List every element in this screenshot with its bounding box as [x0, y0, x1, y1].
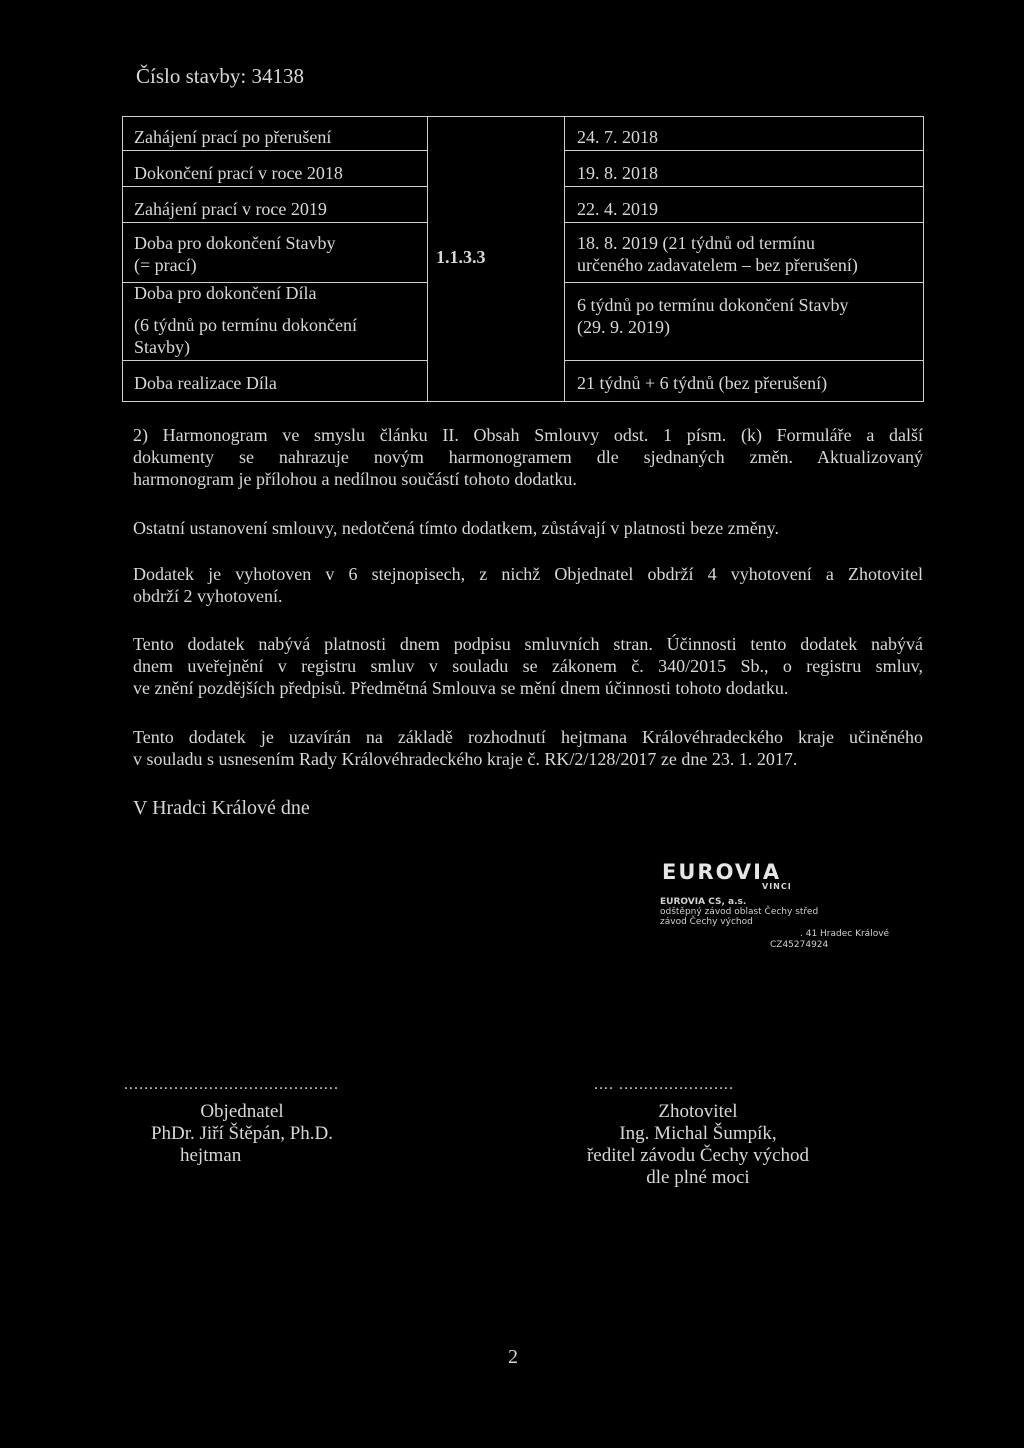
paragraph-line: harmonogram je přílohou a nedílnou součástí tohoto dodatku. — [133, 469, 577, 489]
table-rule — [564, 282, 924, 283]
table-rule — [564, 360, 924, 361]
table-cell-value: 21 týdnů + 6 týdnů (bez přerušení) — [577, 373, 828, 393]
table-rule — [122, 222, 427, 223]
paragraph-line: Tento dodatek nabývá platnosti dnem podpisu smluvních stran. Účinnosti tento dodatek nabývá — [133, 634, 923, 654]
signer-title: ředitel závodu Čechy východ — [586, 1145, 810, 1166]
signer-title: hejtman — [180, 1145, 242, 1166]
table-cell-label: Doba pro dokončení Stavby — [134, 233, 336, 253]
table-cell-value: 6 týdnů po termínu dokončení Stavby — [577, 295, 849, 315]
signer-name: Ing. Michal Šumpík, — [619, 1123, 777, 1144]
table-cell-value: (29. 9. 2019) — [577, 317, 670, 337]
article-reference: 1.1.3.3 — [436, 247, 486, 267]
table-cell-value: 19. 8. 2018 — [577, 163, 658, 183]
paragraph-line: dnem uveřejnění v registru smluv v souladu se zákonem č. 340/2015 Sb., o registru smluv, — [133, 656, 923, 676]
table-rule — [564, 186, 924, 187]
paragraph-line: ve znění pozdějších předpisů. Předmětná Smlouva se mění dnem účinnosti tohoto dodatku. — [133, 678, 789, 698]
paragraph-line: v souladu s usnesením Rady Královéhradeckého kraje č. RK/2/128/2017 ze dne 23. 1. 2017. — [133, 749, 798, 769]
table-cell-label: Dokončení prací v roce 2018 — [134, 163, 343, 183]
table-rule — [564, 150, 924, 151]
paragraph-copies — [133, 563, 923, 607]
paragraph-harmonogram — [133, 424, 923, 490]
signer-name: PhDr. Jiří Štěpán, Ph.D. — [150, 1123, 334, 1144]
paragraph-line: Dodatek je vyhotoven v 6 stejnopisech, z nichž Objednatel obdrží 4 vyhotovení a Zhotovitel — [133, 564, 923, 584]
table-cell-value: 24. 7. 2018 — [577, 127, 658, 147]
table-cell-label: (6 týdnů po termínu dokončení — [134, 315, 357, 335]
signature-line: ........................................... — [124, 1076, 339, 1093]
build-number: Číslo stavby: 34138 — [136, 64, 305, 88]
table-cell-label: Stavby) — [134, 337, 190, 357]
stamp-line: odštěpný závod oblast Čechy střed — [660, 907, 819, 917]
signer-authority: dle plné moci — [646, 1167, 750, 1188]
place-date-line: V Hradci Králové dne — [133, 797, 310, 819]
table-cell-label: Zahájení prací po přerušení — [134, 127, 332, 147]
table-rule — [122, 360, 427, 361]
stamp-line: CZ45274924 — [770, 940, 829, 950]
table-cell-label: Doba realizace Díla — [134, 373, 277, 393]
table-cell-label: (= prací) — [134, 255, 197, 275]
table-rule — [564, 222, 924, 223]
table-cell-value: 22. 4. 2019 — [577, 199, 658, 219]
signer-role: Zhotovitel — [658, 1101, 738, 1122]
eurovia-logo: EUROVIA — [662, 860, 782, 884]
paragraph-line: obdrží 2 vyhotovení. — [133, 586, 283, 606]
table-cell-value: 18. 8. 2019 (21 týdnů od termínu — [577, 233, 815, 253]
paragraph-line: Ostatní ustanovení smlouvy, nedotčená tímto dodatkem, zůstávají v platnosti beze změny. — [133, 518, 780, 538]
signer-role: Objednatel — [200, 1101, 284, 1122]
paragraph-line: dokumenty se nahrazuje novým harmonogramem dle sjednaných změn. Aktualizovaný — [133, 447, 923, 467]
table-cell-label: Zahájení prací v roce 2019 — [134, 199, 327, 219]
paragraph-decision — [133, 726, 923, 770]
table-cell-value: určeného zadavatelem – bez přerušení) — [577, 255, 858, 275]
paragraph-line: 2) Harmonogram ve smyslu článku II. Obsah Smlouvy odst. 1 písm. (k) Formuláře a další — [133, 425, 923, 445]
paragraph-validity — [133, 633, 923, 699]
paragraph-line: Tento dodatek je uzavírán na základě rozhodnutí hejtmana Královéhradeckého kraje učiněného — [133, 727, 923, 747]
stamp-line: EUROVIA CS, a.s. — [660, 897, 747, 907]
vinci-logo: VINCI — [762, 882, 792, 891]
table-cell-label: Doba pro dokončení Díla — [134, 283, 317, 303]
table-divider — [427, 116, 428, 402]
table-rule — [122, 150, 427, 151]
signature-line: .... ....................... — [594, 1076, 734, 1093]
stamp-line: závod Čechy východ — [660, 917, 753, 927]
page-number: 2 — [508, 1346, 518, 1368]
stamp-line: . 41 Hradec Králové — [800, 929, 890, 939]
paragraph-other-provisions — [133, 517, 923, 539]
table-rule — [122, 186, 427, 187]
